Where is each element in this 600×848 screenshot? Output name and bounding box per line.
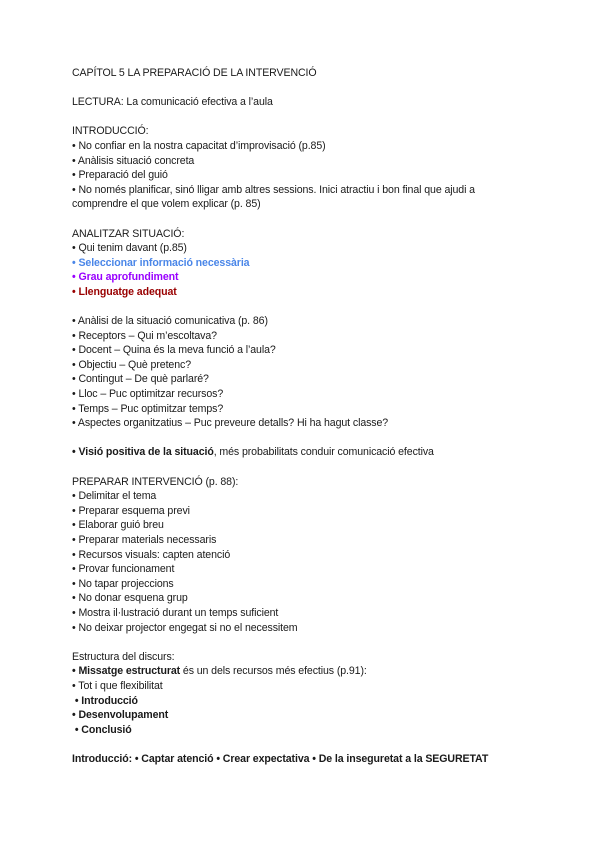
situation-item: • Anàlisi de la situació comunicativa (p. 86) <box>72 315 268 328</box>
structured-message-line <box>72 664 542 679</box>
situation-item: • Docent – Quina és la meva funció a l’aula? <box>72 344 276 357</box>
prepare-item: • No donar esquena grup <box>72 592 188 605</box>
intro-item: • Preparació del guió <box>72 169 168 182</box>
intro-heading: INTRODUCCIÓ: <box>72 125 149 138</box>
situation-item: • Lloc – Puc optimitzar recursos? <box>72 388 224 401</box>
prepare-item: • No deixar projector engegat si no el necessitem <box>72 621 298 634</box>
structured-message-rest: és un dels recursos més efectius (p.91): <box>180 665 367 678</box>
structure-heading: Estructura del discurs: <box>72 650 175 663</box>
intro-item-cont: comprendre el que volem explicar (p. 85) <box>72 198 261 211</box>
prepare-item: • Provar funcionament <box>72 563 175 576</box>
intro-item: • Anàlisis situació concreta <box>72 154 195 167</box>
structure-part: • Introducció <box>72 694 138 707</box>
prepare-item: • Elaborar guió breu <box>72 519 164 532</box>
prepare-item: • Delimitar el tema <box>72 490 157 503</box>
analyze-item-purple: • Grau aprofundiment <box>72 271 179 284</box>
situation-item: • Objectiu – Què pretenc? <box>72 358 191 371</box>
intro-item: • No confiar en la nostra capacitat d’improvisació (p.85) <box>72 139 326 152</box>
intro-item: • No només planificar, sinó lligar amb altres sessions. Inici atractiu i bon final que ajudi a <box>72 183 475 196</box>
prepare-item: • Preparar esquema previ <box>72 504 190 517</box>
prepare-item: • No tapar projeccions <box>72 577 174 590</box>
situation-item: • Receptors – Qui m’escoltava? <box>72 329 217 342</box>
chapter-title: CAPÍTOL 5 LA PREPARACIÓ DE LA INTERVENCIÓ <box>72 67 317 79</box>
flexibility-item: • Tot i que flexibilitat <box>72 679 163 692</box>
analyze-item-red: • Llenguatge adequat <box>72 285 177 298</box>
prepare-heading: PREPARAR INTERVENCIÓ (p. 88): <box>72 475 239 488</box>
analyze-item-blue: • Seleccionar informació necessària <box>72 256 250 269</box>
introduction-summary: Introducció: • Captar atenció • Crear expectativa • De la inseguretat a la SEGURETAT <box>72 752 489 765</box>
positive-vision-bold: • Visió positiva de la situació <box>72 446 214 459</box>
document-page <box>72 66 542 767</box>
positive-vision-rest: , més probabilitats conduir comunicació efectiva <box>213 446 434 459</box>
positive-vision-line <box>72 445 542 460</box>
situation-item: • Aspectes organitzatius – Puc preveure detalls? Hi ha hagut classe? <box>72 417 389 430</box>
reading-title: LECTURA: La comunicació efectiva a l’aula <box>72 96 273 109</box>
structured-message-bold: • Missatge estructurat <box>72 665 181 678</box>
structure-part: • Desenvolupament <box>72 709 169 722</box>
prepare-item: • Preparar materials necessaris <box>72 534 217 546</box>
prepare-item: • Recursos visuals: capten atenció <box>72 548 231 561</box>
analyze-heading: ANALITZAR SITUACIÓ: <box>72 227 185 240</box>
situation-item: • Temps – Puc optimitzar temps? <box>72 402 224 415</box>
analyze-item: • Qui tenim davant (p.85) <box>72 242 187 255</box>
structure-part: • Conclusió <box>72 723 132 736</box>
prepare-item: • Mostra il·lustració durant un temps suficient <box>72 606 279 619</box>
situation-item: • Contingut – De què parlaré? <box>72 373 209 386</box>
